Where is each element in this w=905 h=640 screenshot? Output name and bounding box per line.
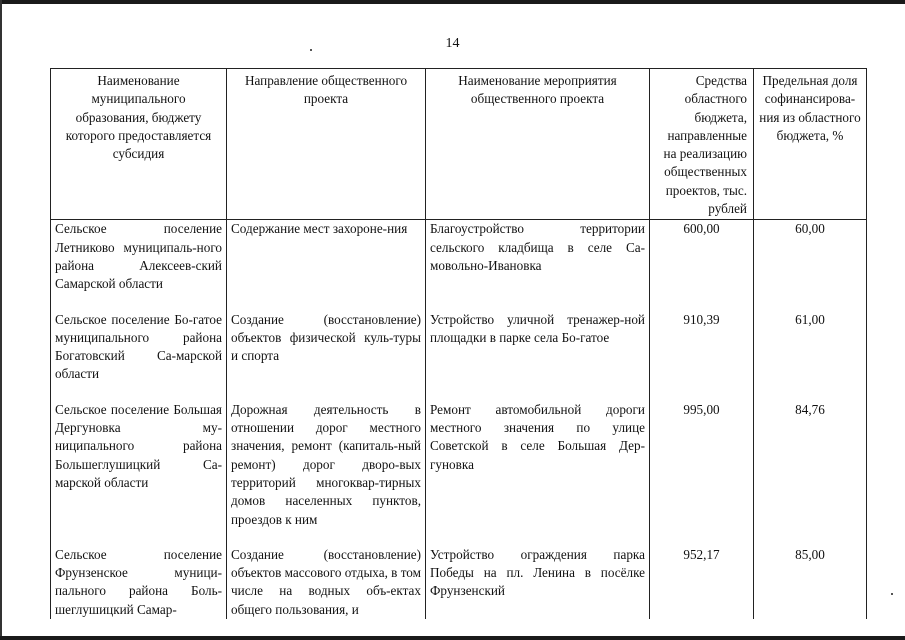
cell-municipality: Сельское поселение Летниково муниципаль-ного района Алексеев-ский Самарской области bbox=[51, 220, 227, 311]
cell-event: Благоустройство территории сельского кладбища в селе Са-мовольно-Ивановка bbox=[426, 220, 650, 311]
header-project-direction: Направление общественного проекта bbox=[227, 69, 426, 220]
header-municipality: Наименование муниципального образования, бюджету которого предоставляется субсидия bbox=[51, 69, 227, 220]
table-row bbox=[51, 220, 867, 311]
cell-event: Ремонт автомобильной дороги местного значения по улице Советской в селе Большая Дер-гуновка bbox=[426, 401, 650, 546]
cell-share: 85,00 bbox=[754, 546, 867, 619]
cell-municipality: Сельское поселение Бо-гатое муниципального района Богатовский Са-марской области bbox=[51, 311, 227, 401]
cell-share: 61,00 bbox=[754, 311, 867, 401]
cell-municipality: Сельское поселение Фрунзенское муници-пального района Боль-шеглушицкий Самар- bbox=[51, 546, 227, 619]
header-cofinancing-share: Предельная доля софинансирова-ния из областного бюджета, % bbox=[754, 69, 867, 220]
cell-direction: Создание (восстановление) объектов физической куль-туры и спорта bbox=[227, 311, 426, 401]
header-event-name: Наименование мероприятия общественного проекта bbox=[426, 69, 650, 220]
page-number: 14 bbox=[445, 36, 460, 51]
table-row bbox=[51, 546, 867, 619]
cell-share: 60,00 bbox=[754, 220, 867, 311]
cell-funds: 995,00 bbox=[650, 401, 754, 546]
cell-direction: Дорожная деятельность в отношении дорог местного значения, ремонт (капиталь-ный ремонт) дорог дворо-вых территорий многоквар-тирных домов населенных пунктов, проездов к ним bbox=[227, 401, 426, 546]
cell-funds: 600,00 bbox=[650, 220, 754, 311]
bottom-scan-border bbox=[0, 636, 905, 640]
cell-direction: Содержание мест захороне-ния bbox=[227, 220, 426, 311]
cell-funds: 952,17 bbox=[650, 546, 754, 619]
header-regional-funds: Средства областного бюджета, направленные на реализацию общественных проектов, тыс. рублей bbox=[650, 69, 754, 220]
cell-event: Устройство уличной тренажер-ной площадки в парке села Бо-гатое bbox=[426, 311, 650, 401]
table-row bbox=[51, 311, 867, 401]
cell-direction: Создание (восстановление) объектов массового отдыха, в том числе на водных объ-ектах общего пользования, и bbox=[227, 546, 426, 619]
subsidy-table bbox=[50, 68, 867, 619]
cell-funds: 910,39 bbox=[650, 311, 754, 401]
cell-event: Устройство ограждения парка Победы на пл. Ленина в посёлке Фрунзенский bbox=[426, 546, 650, 619]
left-scan-border bbox=[0, 0, 2, 640]
cell-share: 84,76 bbox=[754, 401, 867, 546]
table-row bbox=[51, 401, 867, 546]
top-scan-border bbox=[0, 0, 905, 4]
table-header-row bbox=[51, 69, 867, 220]
scan-speck bbox=[891, 593, 893, 595]
cell-municipality: Сельское поселение Большая Дергуновка му-ниципального района Большеглушицкий Са-марской области bbox=[51, 401, 227, 546]
